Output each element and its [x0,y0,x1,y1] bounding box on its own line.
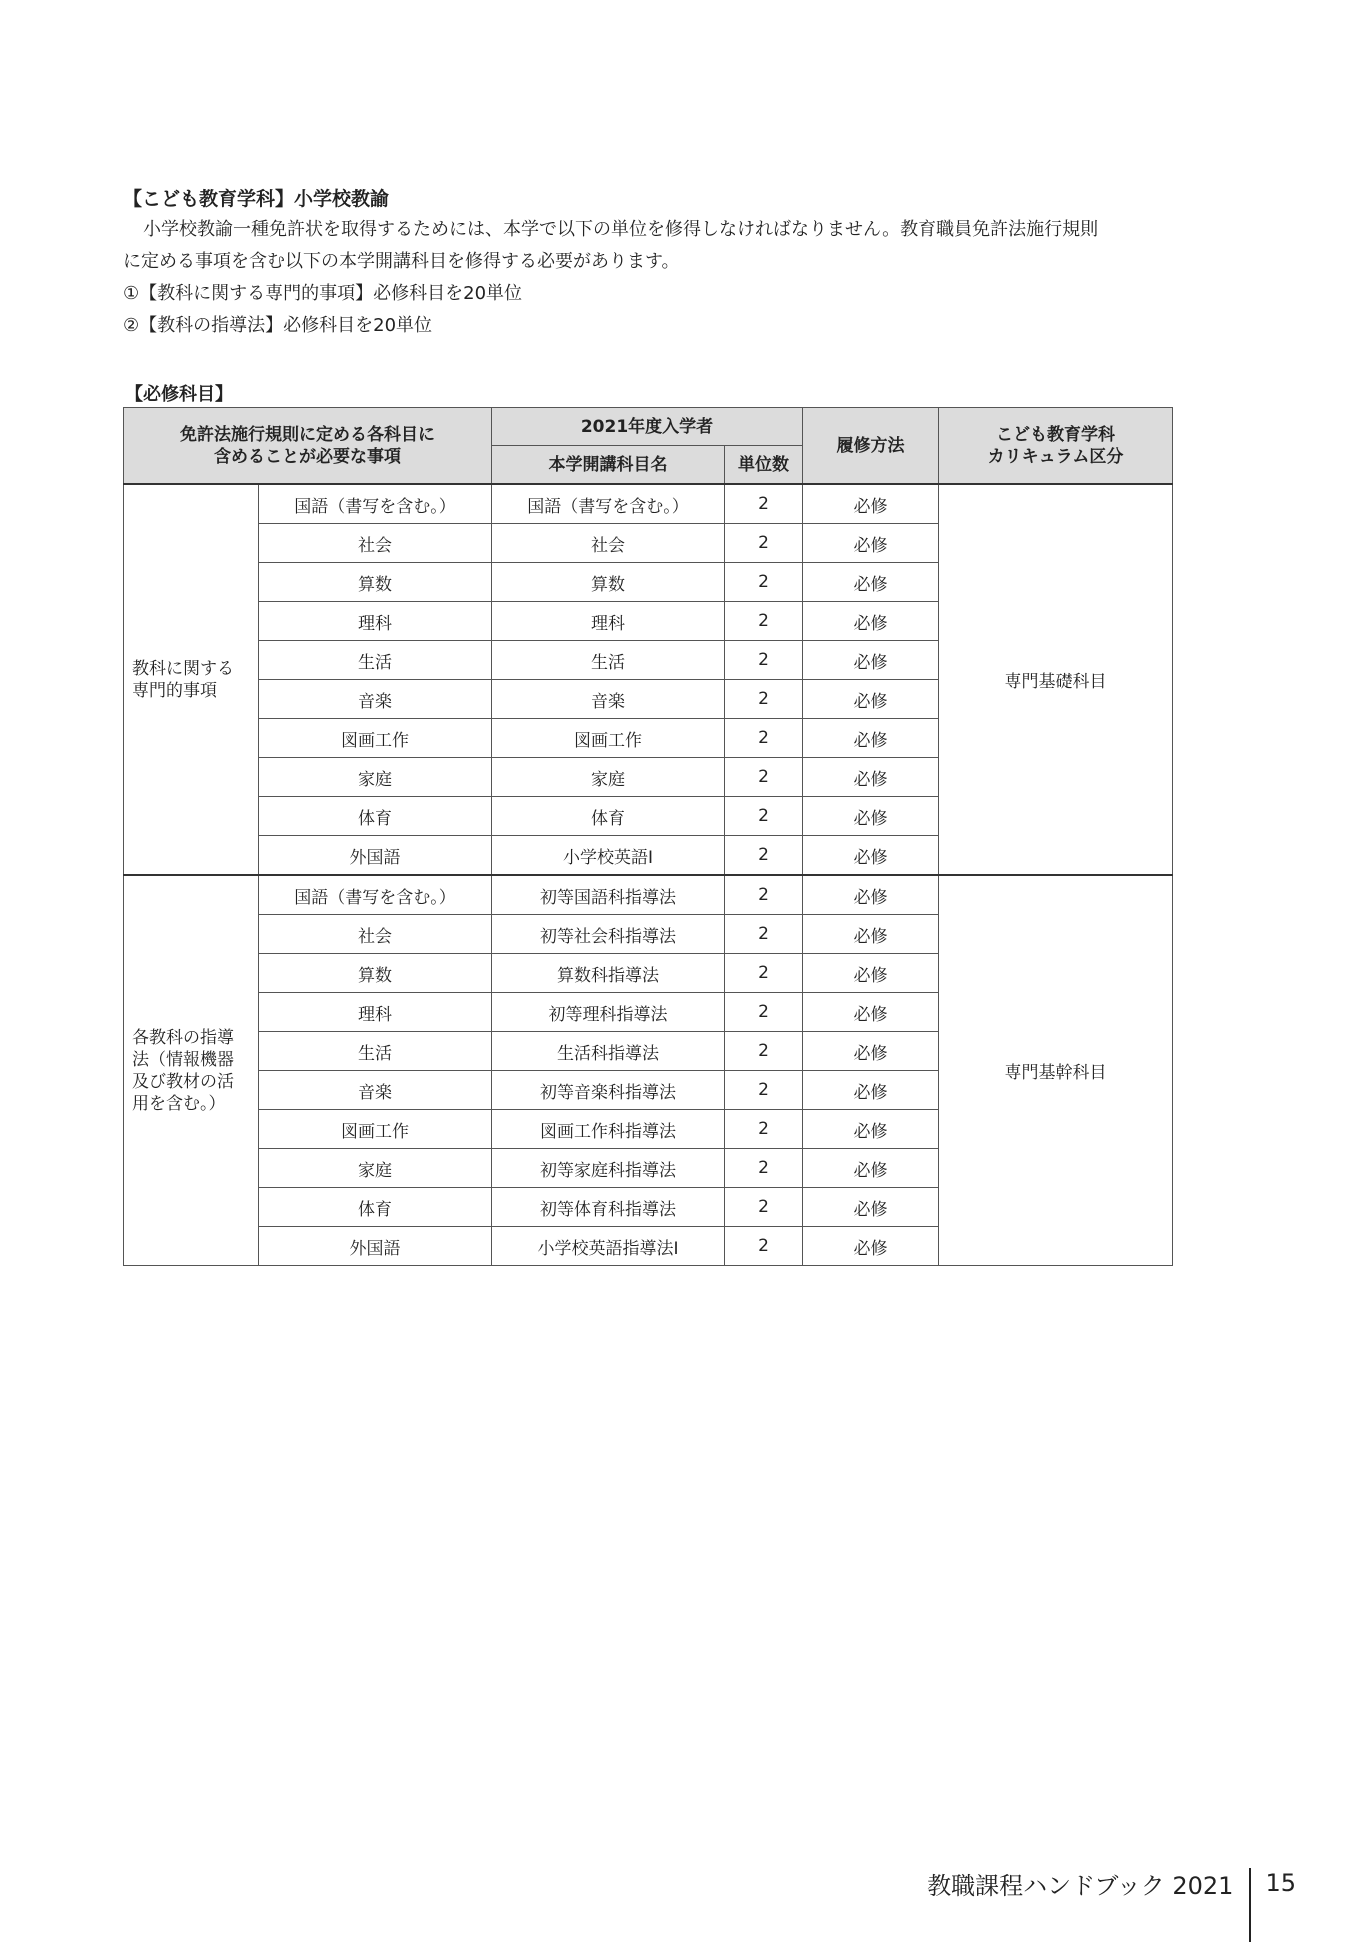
table-header-row [124,408,1173,446]
header-curriculum-line-2: カリキュラム区分 [987,446,1124,467]
course-name-cell: 算数 [492,563,725,602]
credits-cell: 2 [725,563,803,602]
footer-divider [1249,1868,1251,1942]
subject-item-cell: 生活 [259,641,492,680]
credits-cell: 2 [725,1227,803,1266]
credits-cell: 2 [725,915,803,954]
header-regulation-items [124,408,492,485]
intro-text [123,214,1183,342]
course-name-cell: 生活科指導法 [492,1032,725,1071]
credits-cell: 2 [725,524,803,563]
subject-item-cell: 理科 [259,602,492,641]
subject-item-cell: 音楽 [259,1071,492,1110]
credits-cell: 2 [725,1110,803,1149]
category-line: 用を含む。） [132,1093,226,1114]
subject-item-cell: 国語（書写を含む。） [259,875,492,915]
method-cell: 必修 [803,1071,939,1110]
category-line: 専門的事項 [132,680,217,701]
header-course-name: 本学開講科目名 [492,446,725,485]
subject-item-cell: 外国語 [259,1227,492,1266]
method-cell: 必修 [803,641,939,680]
subject-item-cell: 社会 [259,915,492,954]
method-cell: 必修 [803,836,939,876]
course-name-cell: 算数科指導法 [492,954,725,993]
credits-cell: 2 [725,1149,803,1188]
method-cell: 必修 [803,875,939,915]
requirement-item-2: ②【教科の指導法】必修科目を20単位 [123,315,433,336]
credits-cell: 2 [725,797,803,836]
method-cell: 必修 [803,758,939,797]
requirement-item-1: ①【教科に関する専門的事項】必修科目を20単位 [123,283,523,304]
method-cell: 必修 [803,993,939,1032]
table-row [124,484,1173,524]
course-name-cell: 小学校英語指導法Ⅰ [492,1227,725,1266]
course-name-cell: 生活 [492,641,725,680]
required-subjects-table [123,407,1173,1266]
header-credits: 単位数 [725,446,803,485]
subject-item-cell: 家庭 [259,1149,492,1188]
credits-cell: 2 [725,993,803,1032]
category-line: 法（情報機器 [132,1049,234,1070]
credits-cell: 2 [725,836,803,876]
course-name-cell: 国語（書写を含む。） [492,484,725,524]
credits-cell: 2 [725,680,803,719]
category-line: 及び教材の活 [132,1071,234,1092]
method-cell: 必修 [803,797,939,836]
header-curriculum [939,408,1173,485]
category-cell [124,484,259,875]
method-cell: 必修 [803,563,939,602]
subject-item-cell: 算数 [259,563,492,602]
course-name-cell: 初等社会科指導法 [492,915,725,954]
page-footer [927,1846,1296,1920]
subject-item-cell: 体育 [259,797,492,836]
subject-item-cell: 社会 [259,524,492,563]
course-name-cell: 図画工作科指導法 [492,1110,725,1149]
credits-cell: 2 [725,602,803,641]
credits-cell: 2 [725,1071,803,1110]
header-method: 履修方法 [803,408,939,485]
method-cell: 必修 [803,719,939,758]
method-cell: 必修 [803,1188,939,1227]
method-cell: 必修 [803,602,939,641]
method-cell: 必修 [803,954,939,993]
subject-item-cell: 算数 [259,954,492,993]
curriculum-cell: 専門基礎科目 [939,484,1173,875]
credits-cell: 2 [725,954,803,993]
credits-cell: 2 [725,484,803,524]
credits-cell: 2 [725,1032,803,1071]
header-year-group: 2021年度入学者 [492,408,803,446]
subject-item-cell: 音楽 [259,680,492,719]
course-name-cell: 社会 [492,524,725,563]
credits-cell: 2 [725,758,803,797]
method-cell: 必修 [803,1149,939,1188]
course-name-cell: 小学校英語Ⅰ [492,836,725,876]
method-cell: 必修 [803,524,939,563]
subject-item-cell: 理科 [259,993,492,1032]
method-cell: 必修 [803,915,939,954]
method-cell: 必修 [803,1032,939,1071]
category-cell [124,875,259,1266]
course-name-cell: 体育 [492,797,725,836]
method-cell: 必修 [803,1227,939,1266]
header-curriculum-line-1: こども教育学科 [996,424,1116,445]
required-subjects-title: 【必修科目】 [125,384,233,405]
course-name-cell: 家庭 [492,758,725,797]
subject-item-cell: 家庭 [259,758,492,797]
section-heading: 【こども教育学科】小学校教諭 [123,188,390,210]
category-line: 教科に関する [132,658,234,679]
curriculum-cell: 専門基幹科目 [939,875,1173,1266]
category-line: 各教科の指導 [132,1027,234,1048]
method-cell: 必修 [803,1110,939,1149]
header-regulation-line-2: 含めることが必要な事項 [214,446,401,467]
credits-cell: 2 [725,641,803,680]
course-name-cell: 初等国語科指導法 [492,875,725,915]
header-regulation-line-1: 免許法施行規則に定める各科目に [180,424,435,445]
course-name-cell: 初等理科指導法 [492,993,725,1032]
credits-cell: 2 [725,719,803,758]
table-row [124,875,1173,915]
course-name-cell: 初等音楽科指導法 [492,1071,725,1110]
course-name-cell: 音楽 [492,680,725,719]
intro-line-1: 小学校教諭一種免許状を取得するためには、本学で以下の単位を修得しなければなりません。教育職員免許法施行規則 [143,219,1099,240]
subject-item-cell: 体育 [259,1188,492,1227]
page-number: 15 [1265,1869,1296,1897]
course-name-cell: 初等体育科指導法 [492,1188,725,1227]
subject-item-cell: 図画工作 [259,1110,492,1149]
subject-item-cell: 図画工作 [259,719,492,758]
footer-title: 教職課程ハンドブック 2021 [927,1871,1234,1900]
subject-item-cell: 外国語 [259,836,492,876]
subject-item-cell: 生活 [259,1032,492,1071]
credits-cell: 2 [725,1188,803,1227]
course-name-cell: 図画工作 [492,719,725,758]
method-cell: 必修 [803,680,939,719]
subject-item-cell: 国語（書写を含む。） [259,484,492,524]
credits-cell: 2 [725,875,803,915]
course-name-cell: 初等家庭科指導法 [492,1149,725,1188]
method-cell: 必修 [803,484,939,524]
course-name-cell: 理科 [492,602,725,641]
intro-line-2: に定める事項を含む以下の本学開講科目を修得する必要があります。 [123,251,680,272]
